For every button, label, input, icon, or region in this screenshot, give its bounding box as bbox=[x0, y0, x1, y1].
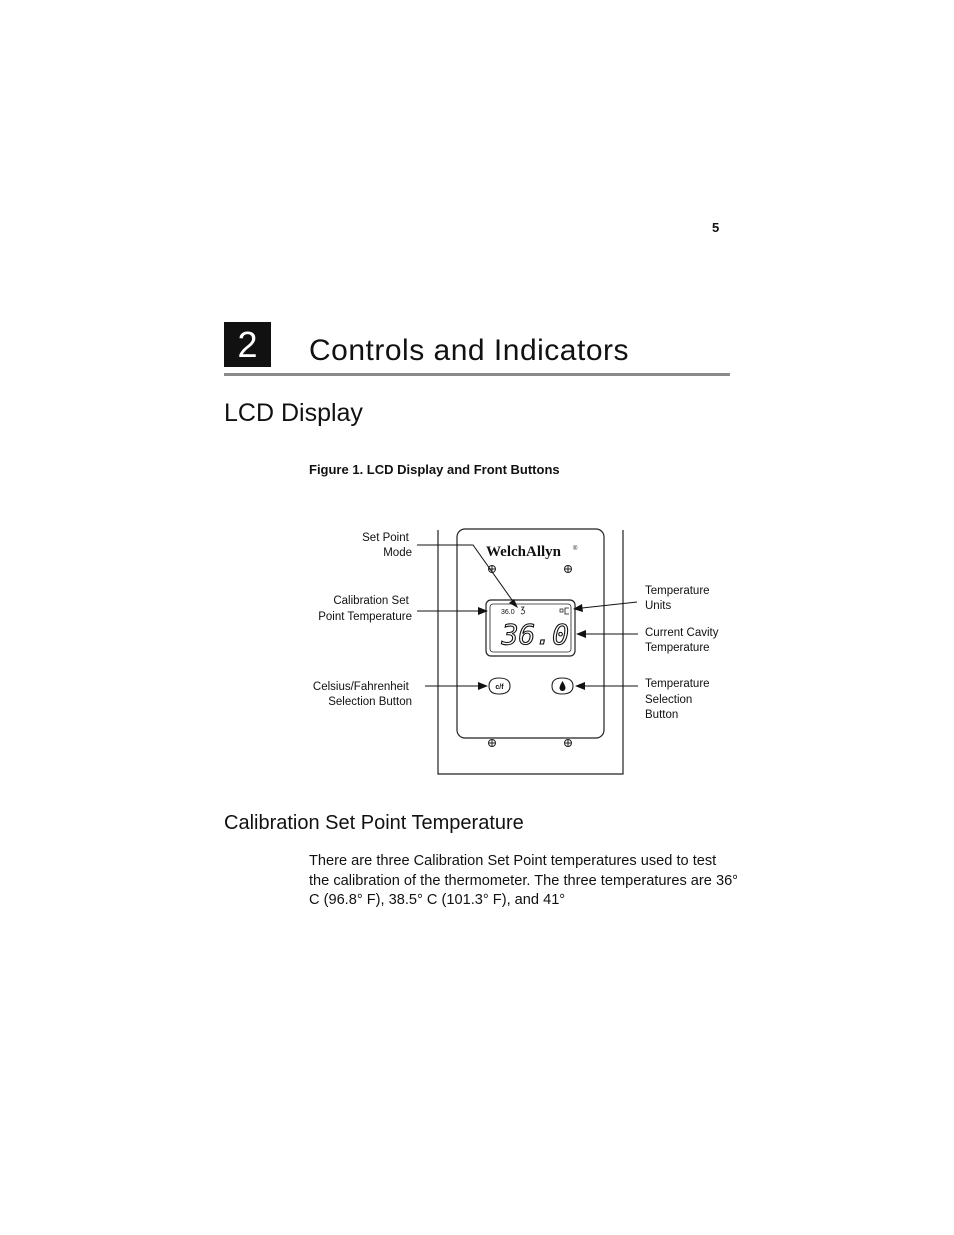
screw-icon bbox=[565, 566, 572, 573]
cf-button-glyph: c/f bbox=[495, 684, 504, 691]
label-temperature-units: Temperature Units bbox=[645, 585, 710, 612]
setpoint-readout: 36.0 bbox=[501, 609, 515, 616]
label-current-cavity: Current Cavity Temperature bbox=[645, 627, 719, 654]
cf-selection-button[interactable] bbox=[489, 678, 510, 694]
label-calibration-set-point: Calibration Set Point Temperature bbox=[318, 595, 412, 623]
label-cf-selection: Celsius/Fahrenheit Selection Button bbox=[312, 681, 412, 708]
chapter-title: Controls and Indicators bbox=[309, 334, 629, 367]
body-paragraph: There are three Calibration Set Point temperatures used to test the calibration of the thermometer. The three temperatures are 36° C (96.8° F), 38.5° C (101.3° F), and 41° bbox=[309, 853, 739, 908]
section-title: LCD Display bbox=[224, 399, 363, 427]
screw-icon bbox=[489, 740, 496, 747]
screw-icon bbox=[565, 740, 572, 747]
cavity-temperature-readout: 36.0 bbox=[501, 618, 569, 651]
figure-caption: Figure 1. LCD Display and Front Buttons bbox=[309, 462, 560, 477]
label-set-point-mode: Set Point Mode bbox=[362, 532, 412, 559]
page-number: 5 bbox=[712, 220, 720, 235]
temperature-selection-button[interactable] bbox=[552, 678, 573, 694]
label-temperature-selection: Temperature Selection Button bbox=[645, 678, 710, 721]
brand-logo: WelchAllyn bbox=[486, 544, 562, 560]
callout-current-cavity bbox=[576, 630, 638, 638]
registered-mark: ® bbox=[573, 546, 578, 552]
chapter-number-badge: 2 bbox=[224, 322, 271, 367]
subsection-title: Calibration Set Point Temperature bbox=[224, 812, 524, 834]
callout-temperature-selection bbox=[575, 682, 638, 690]
